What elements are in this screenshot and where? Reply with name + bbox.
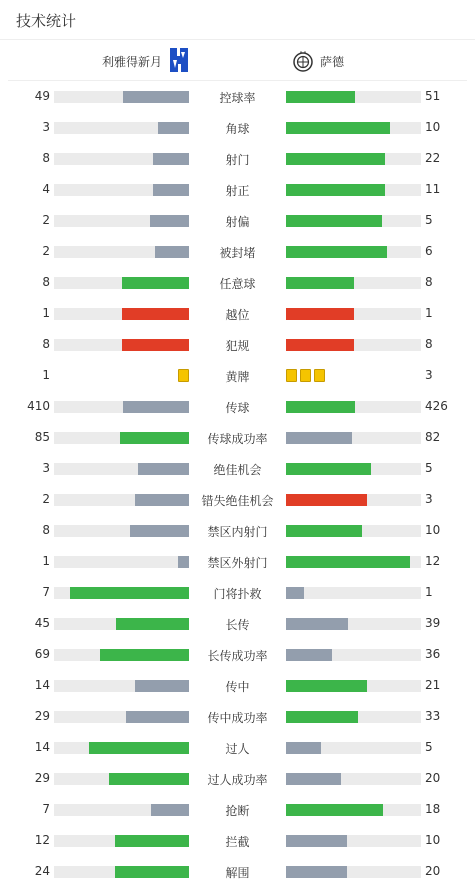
- home-stat-bar: [135, 494, 189, 506]
- away-stat-value: 36: [425, 647, 441, 661]
- home-stat-bar: [151, 804, 189, 816]
- away-stat-bar-track: [286, 804, 421, 816]
- home-stat-bar-track: [54, 742, 189, 754]
- home-stat-bar-track: [54, 308, 189, 320]
- home-stat-value: 3: [42, 461, 50, 475]
- stat-row: [0, 577, 475, 608]
- away-stat-value: 18: [425, 802, 441, 816]
- home-stat-bar: [89, 742, 189, 754]
- away-stat-bar: [286, 184, 385, 196]
- away-stat-value: 5: [425, 740, 433, 754]
- away-stat-bar: [286, 587, 304, 599]
- stat-label: 黄牌: [225, 370, 250, 384]
- home-stat-bar-track: [54, 494, 189, 506]
- home-stat-value: 4: [42, 182, 50, 196]
- home-stat-bar-track: [54, 711, 189, 723]
- home-stat-value: 2: [42, 244, 50, 258]
- stat-row: [0, 236, 475, 267]
- yellow-card-icon: [314, 369, 325, 382]
- home-stat-bar: [130, 525, 189, 537]
- stat-label: 过人成功率: [207, 773, 268, 787]
- home-stat-value: 45: [34, 616, 50, 630]
- stat-row: [0, 329, 475, 360]
- home-stat-bar: [120, 432, 189, 444]
- home-stat-bar-track: [54, 246, 189, 258]
- home-stat-value: 1: [42, 554, 50, 568]
- stat-row: [0, 391, 475, 422]
- stat-row: [0, 360, 475, 391]
- home-stat-value: 8: [42, 151, 50, 165]
- away-stat-bar: [286, 711, 358, 723]
- away-stat-value: 20: [425, 864, 441, 878]
- stat-label: 过人: [225, 742, 250, 756]
- stat-row: [0, 608, 475, 639]
- home-stat-bar: [123, 91, 189, 103]
- away-yellow-cards: [286, 369, 421, 383]
- stat-label: 射门: [225, 153, 250, 167]
- home-stat-bar-track: [54, 122, 189, 134]
- away-stat-value: 8: [425, 337, 433, 351]
- home-stat-value: 2: [42, 213, 50, 227]
- away-stat-bar-track: [286, 184, 421, 196]
- stat-row: [0, 267, 475, 298]
- home-stat-bar-track: [54, 866, 189, 878]
- home-stat-bar-track: [54, 618, 189, 630]
- stat-label: 越位: [225, 308, 250, 322]
- home-stat-bar: [116, 618, 189, 630]
- home-stat-value: 24: [34, 864, 50, 878]
- home-stat-bar-track: [54, 277, 189, 289]
- stat-label: 射正: [225, 184, 250, 198]
- away-stat-bar: [286, 153, 385, 165]
- home-stat-bar: [138, 463, 189, 475]
- home-stat-bar: [115, 835, 189, 847]
- away-stat-bar-track: [286, 308, 421, 320]
- away-stat-value: 39: [425, 616, 441, 630]
- away-stat-bar-track: [286, 742, 421, 754]
- home-stat-bar-track: [54, 432, 189, 444]
- away-stat-bar: [286, 339, 354, 351]
- home-stat-bar: [122, 339, 190, 351]
- away-stat-bar-track: [286, 153, 421, 165]
- away-stat-value: 33: [425, 709, 441, 723]
- away-stat-bar-track: [286, 835, 421, 847]
- stat-label: 传球: [225, 401, 250, 415]
- home-stat-value: 14: [34, 740, 50, 754]
- away-stat-value: 10: [425, 833, 441, 847]
- home-stat-bar-track: [54, 153, 189, 165]
- away-stat-value: 12: [425, 554, 441, 568]
- away-stat-bar-track: [286, 680, 421, 692]
- stats-list: [0, 81, 475, 887]
- home-stat-bar: [115, 866, 189, 878]
- away-stat-value: 6: [425, 244, 433, 258]
- stat-label: 犯规: [225, 339, 250, 353]
- away-stat-value: 3: [425, 368, 433, 382]
- stat-row: [0, 546, 475, 577]
- home-stat-bar-track: [54, 556, 189, 568]
- away-stat-bar: [286, 680, 367, 692]
- home-stat-bar: [123, 401, 189, 413]
- home-stat-bar-track: [54, 804, 189, 816]
- away-stat-bar: [286, 835, 347, 847]
- team-header: [8, 41, 467, 81]
- away-stat-bar-track: [286, 494, 421, 506]
- away-stat-value: 1: [425, 306, 433, 320]
- stat-row: [0, 732, 475, 763]
- away-stat-bar: [286, 556, 410, 568]
- away-stat-bar-track: [286, 618, 421, 630]
- away-stat-value: 51: [425, 89, 441, 103]
- home-stat-bar: [153, 184, 189, 196]
- stat-label: 门将扑救: [213, 587, 262, 601]
- stat-label: 传中成功率: [207, 711, 268, 725]
- stat-label: 拦截: [225, 835, 250, 849]
- stat-row: [0, 763, 475, 794]
- away-stat-value: 5: [425, 461, 433, 475]
- away-stat-bar: [286, 773, 341, 785]
- away-stat-bar: [286, 215, 382, 227]
- away-stat-bar-track: [286, 463, 421, 475]
- home-team-logo-icon: [167, 46, 191, 74]
- home-stat-bar-track: [54, 835, 189, 847]
- away-stat-bar-track: [286, 773, 421, 785]
- home-stat-bar: [122, 277, 190, 289]
- away-stat-value: 8: [425, 275, 433, 289]
- title-bar: [0, 0, 475, 40]
- stat-row: [0, 670, 475, 701]
- home-stat-bar: [155, 246, 189, 258]
- away-stat-bar: [286, 277, 354, 289]
- home-stat-value: 85: [34, 430, 50, 444]
- stat-row: [0, 515, 475, 546]
- stat-row: [0, 453, 475, 484]
- away-stat-bar-track: [286, 215, 421, 227]
- stat-label: 解围: [225, 866, 250, 880]
- away-stat-bar: [286, 742, 321, 754]
- away-stat-bar-track: [286, 556, 421, 568]
- away-stat-bar: [286, 494, 367, 506]
- away-stat-bar-track: [286, 339, 421, 351]
- away-stat-value: 1: [425, 585, 433, 599]
- stat-label: 禁区外射门: [207, 556, 268, 570]
- home-stat-bar: [109, 773, 189, 785]
- home-stat-bar-track: [54, 339, 189, 351]
- stat-label: 任意球: [219, 277, 256, 291]
- home-stat-value: 410: [27, 399, 50, 413]
- away-stat-bar: [286, 432, 352, 444]
- away-stat-value: 22: [425, 151, 441, 165]
- stat-label: 长传成功率: [207, 649, 268, 663]
- home-stat-value: 12: [34, 833, 50, 847]
- home-stat-value: 49: [34, 89, 50, 103]
- away-stat-bar: [286, 649, 332, 661]
- stat-row: [0, 639, 475, 670]
- home-stat-bar-track: [54, 525, 189, 537]
- away-stat-bar: [286, 122, 390, 134]
- away-stat-bar-track: [286, 401, 421, 413]
- away-stat-bar: [286, 401, 355, 413]
- home-stat-bar: [100, 649, 189, 661]
- stat-row: [0, 794, 475, 825]
- home-stat-value: 1: [42, 368, 50, 382]
- away-stat-bar: [286, 525, 362, 537]
- home-stat-value: 29: [34, 709, 50, 723]
- home-stat-value: 14: [34, 678, 50, 692]
- home-stat-bar: [126, 711, 189, 723]
- home-stat-bar: [153, 153, 189, 165]
- home-stat-bar-track: [54, 215, 189, 227]
- home-stat-bar-track: [54, 401, 189, 413]
- stat-row: [0, 298, 475, 329]
- home-stat-bar-track: [54, 91, 189, 103]
- stat-row: [0, 825, 475, 856]
- away-stat-bar-track: [286, 122, 421, 134]
- away-stat-bar: [286, 618, 348, 630]
- stat-row: [0, 422, 475, 453]
- home-stat-bar: [70, 587, 189, 599]
- home-stat-value: 7: [42, 585, 50, 599]
- away-stat-value: 11: [425, 182, 441, 196]
- away-stat-value: 10: [425, 120, 441, 134]
- stat-row: [0, 484, 475, 515]
- away-stat-value: 5: [425, 213, 433, 227]
- stat-row: [0, 81, 475, 112]
- stat-label: 禁区内射门: [207, 525, 268, 539]
- away-stat-bar-track: [286, 246, 421, 258]
- away-stat-value: 10: [425, 523, 441, 537]
- home-stat-bar: [178, 556, 189, 568]
- away-stat-value: 82: [425, 430, 441, 444]
- away-stat-bar-track: [286, 91, 421, 103]
- yellow-card-icon: [286, 369, 297, 382]
- away-stat-value: 20: [425, 771, 441, 785]
- home-stat-bar: [158, 122, 189, 134]
- stat-label: 控球率: [219, 91, 256, 105]
- away-stat-bar-track: [286, 432, 421, 444]
- home-yellow-cards: [54, 369, 189, 383]
- home-stat-bar-track: [54, 680, 189, 692]
- stat-label: 绝佳机会: [213, 463, 262, 477]
- away-team-name: 萨德: [320, 55, 345, 69]
- stat-label: 错失绝佳机会: [201, 494, 274, 508]
- home-stat-value: 7: [42, 802, 50, 816]
- away-stat-bar: [286, 866, 347, 878]
- away-stat-bar: [286, 246, 387, 258]
- home-stat-value: 1: [42, 306, 50, 320]
- stat-label: 射偏: [225, 215, 250, 229]
- stat-row: [0, 205, 475, 236]
- stat-row: [0, 112, 475, 143]
- stat-row: [0, 174, 475, 205]
- away-stat-bar-track: [286, 866, 421, 878]
- stat-label: 角球: [225, 122, 250, 136]
- home-team-name: 利雅得新月: [102, 55, 163, 69]
- home-stat-bar-track: [54, 587, 189, 599]
- away-stat-bar: [286, 308, 354, 320]
- stat-label: 抢断: [225, 804, 250, 818]
- away-stat-bar-track: [286, 525, 421, 537]
- home-stat-value: 29: [34, 771, 50, 785]
- stat-label: 传中: [225, 680, 250, 694]
- away-stat-bar-track: [286, 277, 421, 289]
- stat-row: [0, 143, 475, 174]
- stat-label: 长传: [225, 618, 250, 632]
- home-stat-bar-track: [54, 773, 189, 785]
- home-stat-value: 2: [42, 492, 50, 506]
- home-stat-value: 3: [42, 120, 50, 134]
- stat-row: [0, 701, 475, 732]
- home-stat-bar: [150, 215, 189, 227]
- stat-label: 被封堵: [219, 246, 256, 260]
- home-stat-value: 69: [34, 647, 50, 661]
- home-stat-bar-track: [54, 184, 189, 196]
- stat-label: 传球成功率: [207, 432, 268, 446]
- away-stat-value: 3: [425, 492, 433, 506]
- away-stat-bar: [286, 91, 355, 103]
- away-stat-bar: [286, 804, 383, 816]
- home-stat-bar: [135, 680, 189, 692]
- home-stat-bar-track: [54, 463, 189, 475]
- home-stat-value: 8: [42, 275, 50, 289]
- away-stat-bar-track: [286, 649, 421, 661]
- home-stat-value: 8: [42, 337, 50, 351]
- yellow-card-icon: [178, 369, 189, 382]
- away-stat-value: 426: [425, 399, 448, 413]
- away-stat-value: 21: [425, 678, 441, 692]
- away-stat-bar-track: [286, 587, 421, 599]
- home-stat-bar-track: [54, 649, 189, 661]
- away-stat-bar: [286, 463, 371, 475]
- yellow-card-icon: [300, 369, 311, 382]
- home-stat-value: 8: [42, 523, 50, 537]
- away-team-logo-icon: [292, 50, 314, 72]
- away-stat-bar-track: [286, 711, 421, 723]
- home-stat-bar: [122, 308, 190, 320]
- stat-row: [0, 856, 475, 887]
- page-title: 技术统计: [16, 12, 77, 30]
